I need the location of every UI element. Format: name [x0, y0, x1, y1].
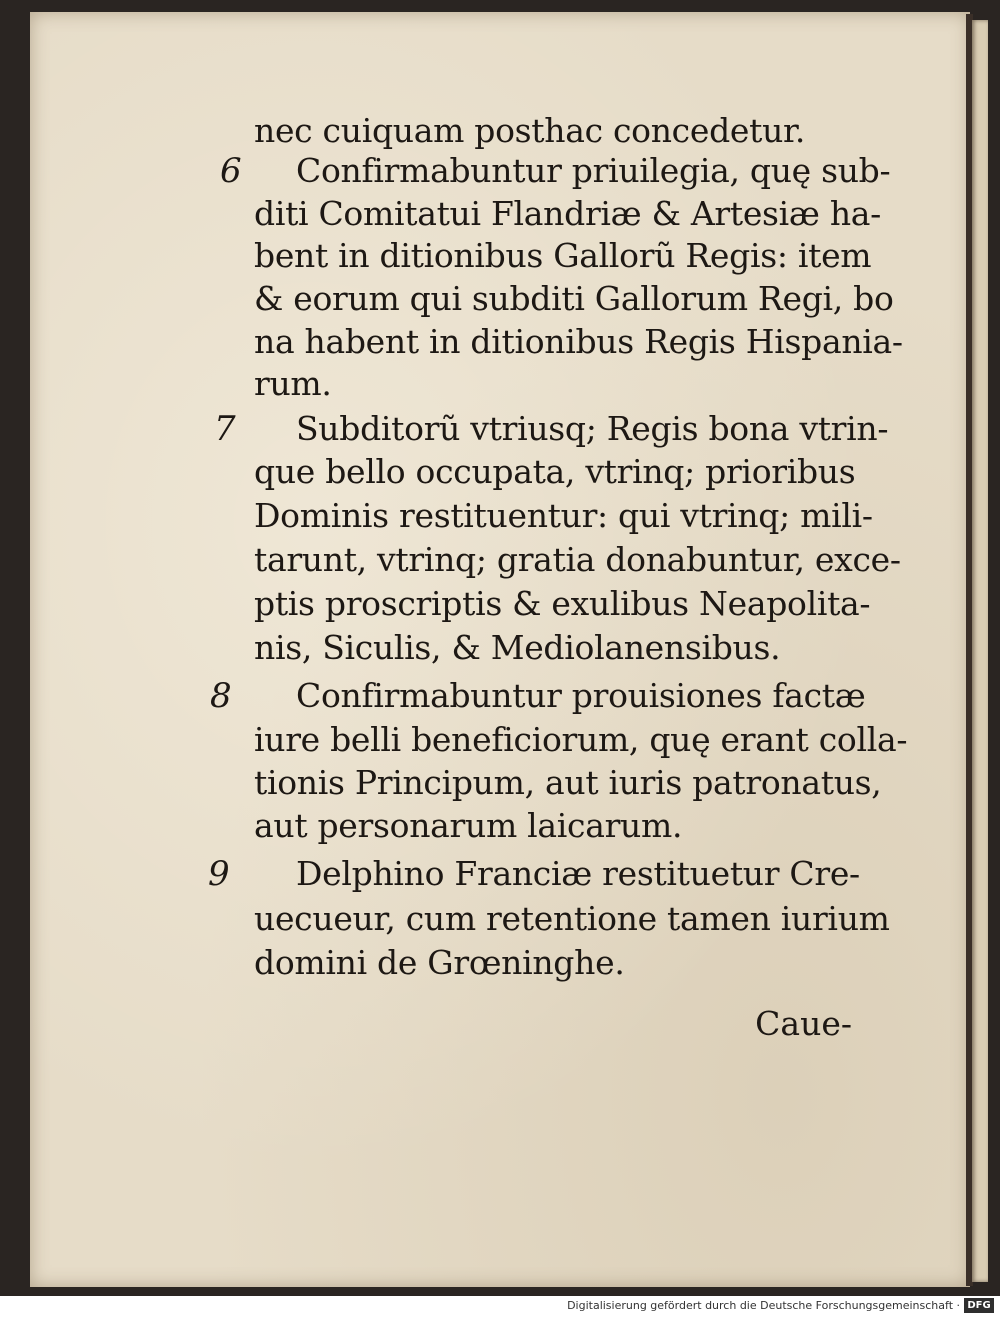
text-line: iure belli beneficiorum, quę erant colla- [254, 720, 908, 759]
text-line: tionis Principum, aut iuris patronatus, [254, 763, 882, 802]
dfg-logo: DFG [964, 1298, 994, 1313]
text-line: rum. [254, 364, 332, 403]
text-line: que bello occupata, vtrinq; prioribus [254, 452, 856, 491]
text-line: tarunt, vtrinq; gratia donabuntur, exce- [254, 540, 901, 579]
article-number: 9 [208, 854, 230, 894]
text-line: nec cuiquam posthac concedetur. [254, 111, 806, 150]
text-line: uecueur, cum retentione tamen iurium [254, 899, 890, 938]
text-line: ptis proscriptis & exulibus Neapolita- [254, 584, 871, 623]
paper-page [30, 12, 970, 1287]
text-line: Confirmabuntur priuilegia, quę sub- [296, 151, 891, 190]
article-number: 6 [220, 151, 242, 191]
footer-bar [0, 1296, 1000, 1317]
text-line: diti Comitatui Flandriæ & Artesiæ ha- [254, 194, 882, 233]
catchword: Caue- [755, 1004, 852, 1043]
article-number: 7 [214, 409, 236, 449]
text-line: bent in ditionibus Gallorũ Regis: item [254, 236, 872, 275]
article-number: 8 [210, 676, 232, 716]
text-line: Confirmabuntur prouisiones factæ [296, 676, 866, 715]
text-line: Subditorũ vtriusq; Regis bona vtrin- [296, 409, 889, 448]
text-line: & eorum qui subditi Gallorum Regi, bo [254, 279, 894, 318]
text-block [30, 12, 970, 1287]
text-line: Dominis restituentur: qui vtrinq; mili- [254, 496, 873, 535]
facing-page-edge [972, 20, 988, 1282]
text-line: aut personarum laicarum. [254, 806, 683, 845]
text-line: Delphino Franciæ restituetur Cre- [296, 854, 860, 893]
funding-credit: Digitalisierung gefördert durch die Deutsche Forschungsgemeinschaft · [567, 1299, 960, 1312]
text-line: na habent in ditionibus Regis Hispania- [254, 322, 903, 361]
text-line: domini de Grœninghe. [254, 943, 625, 982]
text-line: nis, Siculis, & Mediolanensibus. [254, 628, 781, 667]
